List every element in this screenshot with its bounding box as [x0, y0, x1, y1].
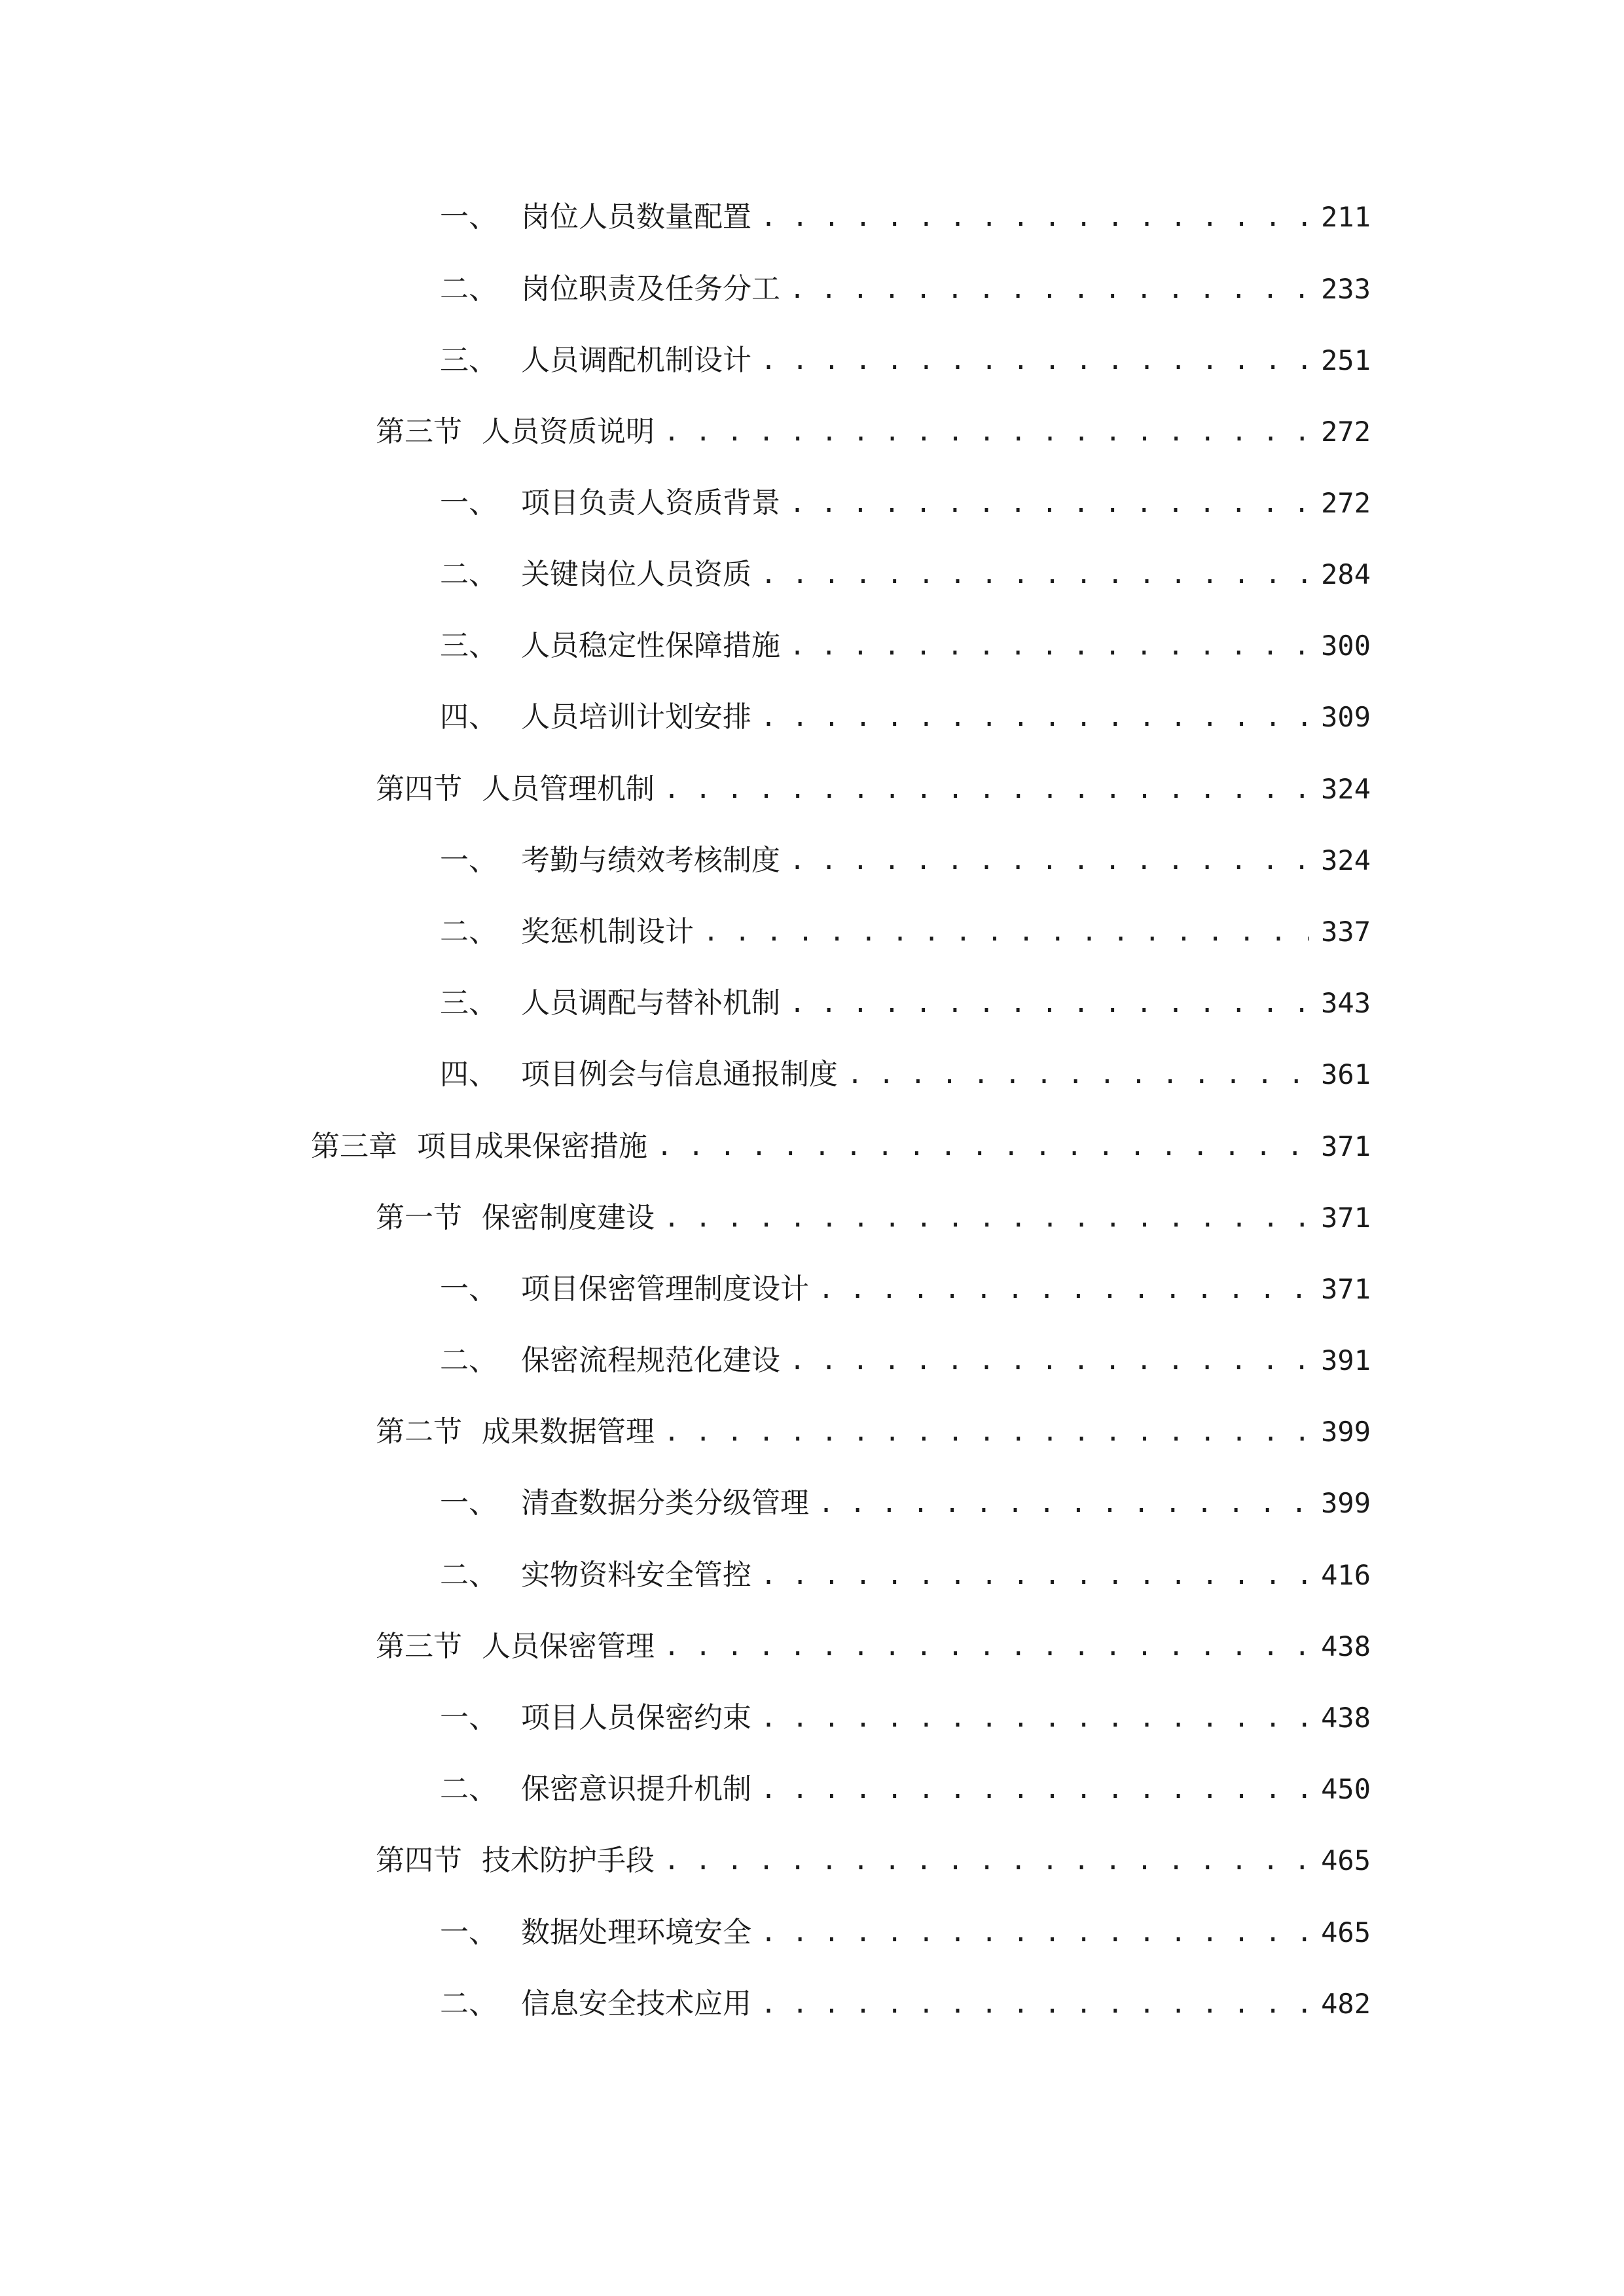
toc-entry[interactable] [376, 1192, 1371, 1244]
toc-entry-title: 奖惩机制设计 [521, 915, 694, 948]
toc-entry-number: 二、 [440, 272, 497, 306]
toc-leader-dots [847, 1049, 1309, 1101]
toc-entry-page: 438 [1321, 1630, 1371, 1662]
toc-entry[interactable] [440, 263, 1371, 315]
toc-entry-title: 数据处理环境安全 [521, 1916, 751, 1949]
toc-leader-dots [789, 620, 1309, 672]
toc-entry-number: 二、 [440, 558, 497, 591]
toc-leader-dots [664, 1835, 1309, 1887]
toc-entry[interactable] [440, 1335, 1371, 1387]
toc-entry-title: 岗位职责及任务分工 [521, 272, 780, 306]
toc-entry[interactable] [440, 1477, 1371, 1530]
toc-entry-title: 项目例会与信息通报制度 [521, 1058, 838, 1091]
toc-entry-title: 关键岗位人员资质 [521, 558, 751, 591]
toc-entry-page: 391 [1321, 1344, 1371, 1376]
toc-entry-page: 465 [1321, 1844, 1371, 1876]
toc-entry-title: 人员调配机制设计 [521, 344, 751, 377]
toc-entry[interactable] [440, 1049, 1371, 1101]
toc-leader-dots [761, 1692, 1309, 1744]
toc-entry[interactable] [440, 1549, 1371, 1602]
toc-entry-number: 二、 [440, 1558, 497, 1592]
toc-leader-dots [761, 1763, 1309, 1816]
toc-entry-title: 项目成果保密措施 [417, 1130, 647, 1163]
toc-entry-title: 成果数据管理 [482, 1415, 655, 1448]
toc-entry-title: 人员培训计划安排 [521, 700, 751, 734]
toc-leader-dots [761, 1907, 1309, 1959]
toc-entry-number: 第二节 [376, 1415, 462, 1448]
toc-entry-number: 二、 [440, 1344, 497, 1377]
toc-entry[interactable] [440, 906, 1371, 958]
toc-entry-title: 考勤与绩效考核制度 [521, 844, 780, 877]
toc-entry-number: 二、 [440, 1772, 497, 1806]
toc-entry-title: 岗位人员数量配置 [521, 200, 751, 234]
toc-entry-number: 三、 [440, 986, 497, 1020]
toc-entry-number: 二、 [440, 915, 497, 948]
toc-entry-title: 保密意识提升机制 [521, 1772, 751, 1806]
toc-entry-page: 399 [1321, 1416, 1371, 1448]
toc-entry-number: 一、 [440, 1701, 497, 1734]
toc-entry-page: 361 [1321, 1058, 1371, 1090]
toc-leader-dots [657, 1121, 1309, 1173]
toc-entry-page: 371 [1321, 1130, 1371, 1162]
toc-leader-dots [664, 1192, 1309, 1244]
toc-leader-dots [761, 191, 1309, 243]
toc-leader-dots [789, 1335, 1309, 1387]
toc-leader-dots [789, 477, 1309, 529]
toc-entry[interactable] [376, 763, 1371, 816]
toc-entry-title: 人员资质说明 [482, 415, 655, 448]
toc-entry-number: 三、 [440, 344, 497, 377]
toc-entry-page: 272 [1321, 487, 1371, 519]
toc-entry-title: 保密流程规范化建设 [521, 1344, 780, 1377]
toc-entry[interactable] [376, 1621, 1371, 1673]
toc-entry-page: 324 [1321, 844, 1371, 876]
toc-entry-page: 438 [1321, 1702, 1371, 1734]
toc-entry-title: 项目负责人资质背景 [521, 486, 780, 520]
toc-entry-title: 技术防护手段 [482, 1844, 655, 1877]
toc-entry[interactable] [440, 1978, 1371, 2030]
toc-entry-page: 337 [1321, 916, 1371, 948]
toc-leader-dots [761, 691, 1309, 744]
toc-entry-page: 343 [1321, 987, 1371, 1019]
toc-entry-title: 信息安全技术应用 [521, 1987, 751, 2020]
toc-entry[interactable] [440, 1907, 1371, 1959]
toc-entry[interactable] [440, 691, 1371, 744]
toc-entry-title: 项目保密管理制度设计 [521, 1272, 809, 1306]
toc-entry-page: 233 [1321, 273, 1371, 305]
toc-leader-dots [789, 834, 1309, 887]
toc-entry[interactable] [440, 477, 1371, 529]
toc-entry-number: 第一节 [376, 1201, 462, 1234]
toc-entry-number: 四、 [440, 700, 497, 734]
toc-entry[interactable] [440, 1263, 1371, 1316]
toc-entry-title: 清查数据分类分级管理 [521, 1486, 809, 1520]
toc-entry-number: 二、 [440, 1987, 497, 2020]
toc-entry-title: 人员稳定性保障措施 [521, 629, 780, 662]
toc-entry-page: 482 [1321, 1988, 1371, 2020]
toc-entry-number: 一、 [440, 1486, 497, 1520]
toc-entry[interactable] [440, 834, 1371, 887]
toc-entry-number: 第四节 [376, 1844, 462, 1877]
toc-entry-title: 人员管理机制 [482, 772, 655, 806]
toc-entry-number: 第三章 [311, 1130, 397, 1163]
toc-entry-number: 一、 [440, 844, 497, 877]
toc-entry-number: 第三节 [376, 415, 462, 448]
toc-leader-dots [761, 334, 1309, 387]
toc-entry-title: 保密制度建设 [482, 1201, 655, 1234]
toc-entry-title: 实物资料安全管控 [521, 1558, 751, 1592]
toc-entry-title: 人员调配与替补机制 [521, 986, 780, 1020]
toc-entry[interactable] [376, 1835, 1371, 1887]
toc-entry-page: 416 [1321, 1559, 1371, 1591]
toc-entry[interactable] [440, 1763, 1371, 1816]
toc-leader-dots [664, 406, 1309, 458]
toc-entry-number: 第三节 [376, 1630, 462, 1663]
toc-entry-page: 371 [1321, 1202, 1371, 1234]
toc-entry-page: 371 [1321, 1273, 1371, 1305]
toc-entry-page: 300 [1321, 630, 1371, 662]
toc-leader-dots [664, 1621, 1309, 1673]
toc-entry[interactable] [440, 191, 1371, 243]
toc-entry-number: 一、 [440, 486, 497, 520]
toc-entry-number: 三、 [440, 629, 497, 662]
toc-leader-dots [789, 977, 1309, 1030]
toc-leader-dots [761, 1549, 1309, 1602]
toc-entry-page: 465 [1321, 1916, 1371, 1948]
toc-leader-dots [664, 763, 1309, 816]
toc-entry[interactable] [440, 977, 1371, 1030]
toc-leader-dots [761, 548, 1309, 601]
toc-entry[interactable] [440, 548, 1371, 601]
toc-leader-dots [761, 1978, 1309, 2030]
toc-entry[interactable] [376, 406, 1371, 458]
toc-entry-page: 324 [1321, 773, 1371, 805]
toc-entry-page: 284 [1321, 558, 1371, 590]
toc-entry-page: 450 [1321, 1773, 1371, 1805]
toc-entry[interactable] [311, 1121, 1371, 1173]
toc-entry-page: 272 [1321, 416, 1371, 448]
toc-entry-page: 309 [1321, 701, 1371, 733]
toc-entry-number: 一、 [440, 1916, 497, 1949]
toc-entry-page: 211 [1321, 201, 1371, 233]
toc-leader-dots [703, 906, 1309, 958]
toc-entry-title: 人员保密管理 [482, 1630, 655, 1663]
toc-entry[interactable] [440, 620, 1371, 672]
toc-entry[interactable] [376, 1406, 1371, 1458]
toc-leader-dots [789, 263, 1309, 315]
toc-entry-number: 四、 [440, 1058, 497, 1091]
toc-leader-dots [664, 1406, 1309, 1458]
toc-leader-dots [818, 1477, 1309, 1530]
toc-entry[interactable] [440, 334, 1371, 387]
toc-entry-number: 一、 [440, 200, 497, 234]
toc-entry[interactable] [440, 1692, 1371, 1744]
toc-entry-number: 一、 [440, 1272, 497, 1306]
toc-entry-number: 第四节 [376, 772, 462, 806]
toc-entry-page: 399 [1321, 1487, 1371, 1519]
toc-entry-title: 项目人员保密约束 [521, 1701, 751, 1734]
toc-entry-page: 251 [1321, 344, 1371, 376]
toc-leader-dots [818, 1263, 1309, 1316]
